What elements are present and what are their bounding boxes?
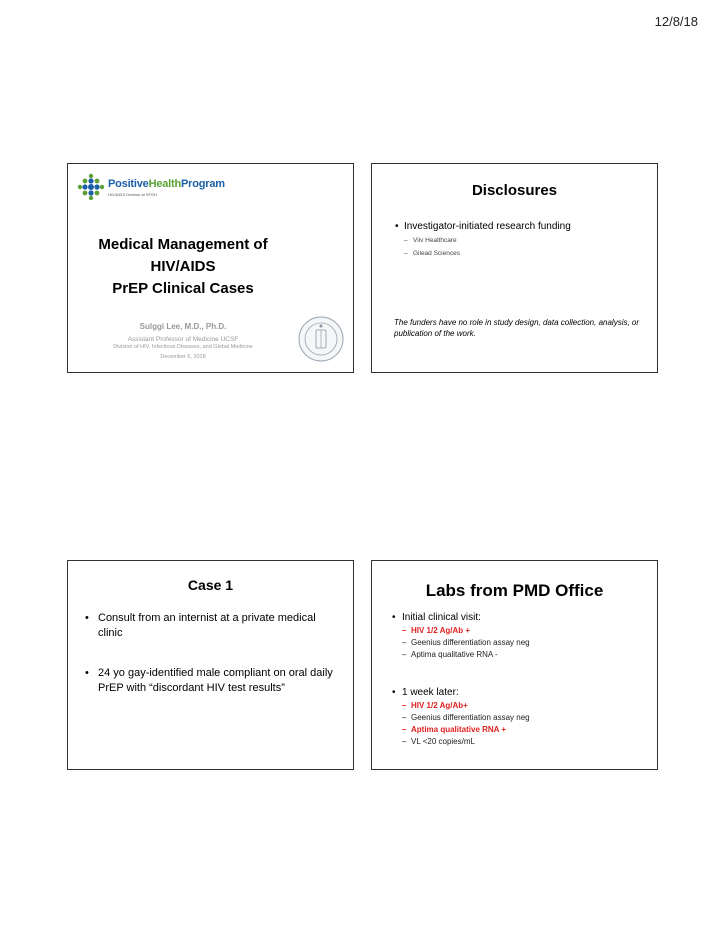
author-title: Assistant Professor of Medicine UCSF [127, 336, 239, 343]
slide-title-labs: Labs from PMD Office [425, 581, 604, 600]
bullet-funding: • Investigator-initiated research funding [395, 221, 571, 232]
page-date: 12/8/18 [654, 14, 698, 29]
university-seal-icon [298, 316, 344, 362]
logo-dots-icon [76, 172, 106, 202]
lab-result-rna-followup: – Aptima qualitative RNA + [402, 725, 507, 734]
lab-result-rna-initial: – Aptima qualitative RNA - [402, 650, 498, 659]
slide-title [67, 163, 354, 373]
positive-health-program-logo [76, 172, 225, 204]
presentation-title: Medical Management of HIV/AIDS PrEP Clinical Cases [98, 236, 268, 297]
lab-result-viral-load: – VL <20 copies/mL [402, 737, 475, 746]
logo-brand-text: PositiveHealthProgram [108, 178, 225, 190]
lab-result-geenius-initial: – Geenius differentiation assay neg [402, 638, 530, 647]
slide-disclosures [371, 163, 658, 373]
bullet-initial-visit: • Initial clinical visit: [392, 612, 481, 623]
bullet-consult: • Consult from an internist at a private medical clinic [85, 612, 316, 639]
slide-title-disclosures: Disclosures [471, 182, 558, 199]
funders-note: The funders have no role in study design, data collection, analysis, or publication of the work. [394, 318, 640, 338]
sub-item-gilead: – Gilead Sciences [404, 250, 460, 257]
lab-result-geenius-followup: – Geenius differentiation assay neg [402, 713, 530, 722]
slide-title-case-1: Case 1 [187, 577, 234, 593]
bullet-patient: • 24 yo gay-identified male compliant on oral daily PrEP with “discordant HIV test results” [85, 667, 333, 694]
slide-labs [371, 560, 658, 770]
author-name: Sulggi Lee, M.D., Ph.D. [139, 322, 227, 331]
slide-case-1 [67, 560, 354, 770]
sub-item-viiv: – Viiv Healthcare [404, 237, 457, 244]
presentation-date: December 6, 2018 [160, 354, 206, 360]
lab-result-ag-ab-followup: – HIV 1/2 Ag/Ab+ [402, 701, 468, 710]
lab-result-ag-ab-initial: – HIV 1/2 Ag/Ab + [402, 626, 471, 635]
author-division: Division of HIV, Infectious Diseases, and Global Medicine [113, 344, 253, 350]
bullet-one-week-later: • 1 week later: [392, 687, 459, 698]
logo-subtitle: HIV/AIDS Division at SFGH [108, 192, 157, 197]
